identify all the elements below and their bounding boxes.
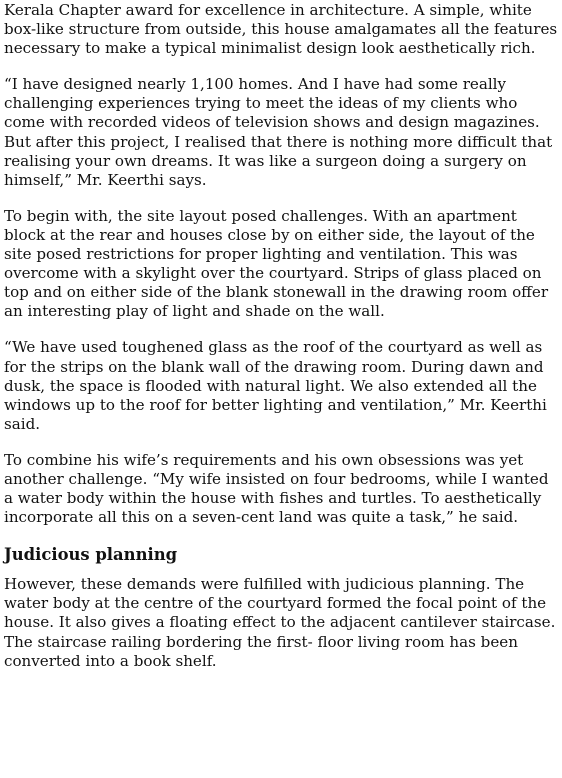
section-heading: Judicious planning [4,545,178,565]
article-paragraph: However, these demands were fulfilled with judicious planning. The water body at the centre of the courtyard formed the focal point of the house. It also gives a floating effect to the adjacent cantilever staircase. The staircase railing bordering the first- floor living room has been converted into a book shelf. [4,575,556,670]
article-paragraph: Kerala Chapter award for excellence in architecture. A simple, white box-like structure from outside, this house amalgamates all the features necessary to make a typical minimalist design look aesthetically rich. [4,1,558,58]
article-paragraph: To combine his wife’s requirements and his own obsessions was yet another challenge. “My wife insisted on four bedrooms, while I wanted a water body within the house with fishes and turtles. To aesthetically incorporate all this on a seven-cent land was quite a task,” he said. [4,450,549,527]
article-paragraph: “We have used toughened glass as the roof of the courtyard as well as for the strips on the blank wall of the drawing room. During dawn and dusk, the space is flooded with natural light. We also extended all the windows up to the roof for better lighting and ventilation,” Mr. Keerthi said. [4,338,547,433]
article-paragraph: To begin with, the site layout posed challenges. With an apartment block at the rear and houses close by on either side, the layout of the site posed restrictions for proper lighting and ventilation. This was overcome with a skylight over the courtyard. Strips of glass placed on top and on either side of the blank stonewall in the drawing room offer an interesting play of light and shade on the wall. [4,206,549,321]
article-paragraph: “I have designed nearly 1,100 homes. And I have had some really challenging experiences trying to meet the ideas of my clients who come with recorded videos of television shows and design magazines. But after this project, I realised that there is nothing more difficult that realising your own dreams. It was like a surgeon doing a surgery on himself,” Mr. Keerthi says. [4,75,553,189]
